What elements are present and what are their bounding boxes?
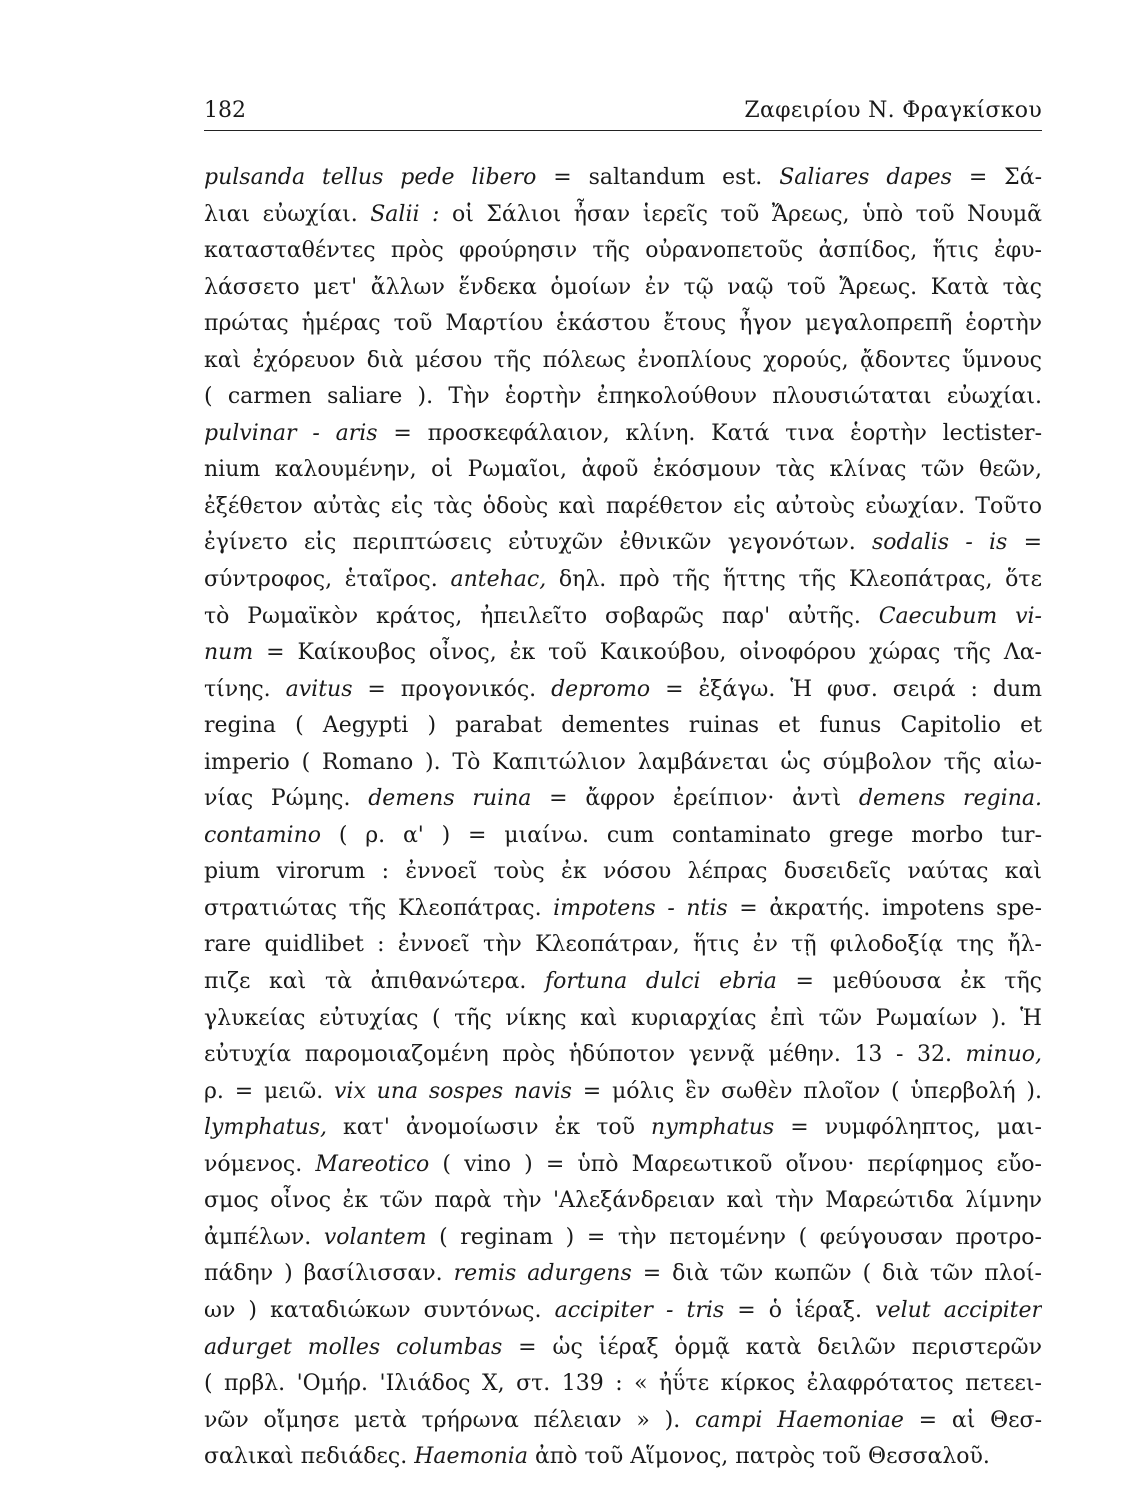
text-segment: ( ρ. α' ) = μιαίνω. cum contaminato grege morbo tur- [321,822,1042,848]
text-line [204,416,1042,453]
text-segment: ( carmen saliare ). Τὴν ἑορτὴν ἐπηκολούθουν πλουσιώταται εὐωχίαι. [204,384,1042,410]
text-segment: = προσκεφάλαιον, κλίνη. Κατά τινα ἑορτὴν lectister- [377,420,1042,446]
text-segment: πάδην ) βασίλισσαν. [204,1261,454,1287]
latin-term: pulsanda tellus pede libero [204,165,537,190]
text-segment: λιαι εὐωχίαι. [204,201,371,227]
text-segment: pium virorum : ἐννοεῖ τοὺς ἐκ νόσου λέπρας δυσειδεῖς ναύτας καὶ [204,859,1042,885]
text-segment: γλυκείας εὐτυχίας ( τῆς νίκης καὶ κυριαρχίας ἐπὶ τῶν Ρωμαίων ). Ἡ [204,1005,1042,1031]
text-segment: σμος οἶνος ἐκ τῶν παρὰ τὴν 'Αλεξάνδρειαν καὶ τὴν Μαρεώτιδα λίμνην [204,1188,1042,1214]
text-line [204,1403,1042,1440]
text-segment: = ἄφρον ἐρείπιον· ἀντὶ [531,786,859,812]
text-segment: = προγονικός. [352,676,552,702]
text-line [204,1256,1042,1293]
text-line [204,672,1042,709]
text-segment: καὶ ἐχόρευον διὰ μέσου τῆς πόλεως ἐνοπλίους χορούς, ᾄδοντες ὕμνους [204,347,1042,373]
latin-term: accipiter - tris [554,1297,725,1323]
latin-term: fortuna dulci ebria [544,969,777,995]
text-line [204,489,1042,526]
latin-term: num [204,640,254,666]
text-line [204,270,1042,307]
text-segment: οἱ Σάλιοι ἦσαν ἱερεῖς τοῦ Ἄρεως, ὑπὸ τοῦ Νουμᾶ [439,201,1042,227]
text-line [204,1110,1042,1147]
page-number: 182 [204,98,246,123]
text-line [204,1330,1042,1367]
text-segment: regina ( Aegypti ) parabat dementes ruinas et funus Capitolio et [204,713,1042,739]
latin-term: antehac, [450,567,547,593]
latin-term: contamino [204,822,322,848]
text-line [204,927,1042,964]
text-segment: = μόλις ἓν σωθὲν πλοῖον ( ὑπερβολή ). [571,1078,1042,1104]
text-segment: ( πρβλ. 'Ομήρ. 'Ιλιάδος Χ, στ. 139 : « ἠΰτε κίρκος ἐλαφρότατος πετεει- [204,1371,1042,1397]
latin-term: Saliares dapes [779,165,952,190]
text-line [204,233,1042,270]
latin-term: volantem [323,1224,427,1250]
text-segment: κατ' ἀνομοίωσιν ἐκ τοῦ [327,1115,652,1141]
text-line [204,1293,1042,1330]
text-segment: νῶν οἴμησε μετὰ τρήρωνα πέλειαν » ). [204,1407,695,1433]
text-line [204,708,1042,745]
text-segment: = νυμφόληπτος, μαι- [774,1115,1042,1141]
text-segment: ( vino ) = ὑπὸ Μαρεωτικοῦ οἴνου· περίφημος εὔο- [429,1151,1042,1177]
text-line [204,745,1042,782]
text-line [204,343,1042,380]
latin-term: demens regina. [858,786,1042,812]
running-title: Ζαφειρίου Ν. Φραγκίσκου [744,98,1042,123]
latin-term: pulvinar - aris [204,420,378,446]
latin-term: campi Haemoniae [694,1407,904,1433]
text-segment: ἐξέθετον αὐτὰς εἰς τὰς ὁδοὺς καὶ παρέθετον εἰς αὐτοὺς εὐωχίαν. Τοῦτο [204,493,1042,519]
text-line [204,452,1042,489]
text-line [204,964,1042,1001]
latin-term: impotens - ntis [553,895,728,921]
text-line [204,599,1042,636]
latin-term: Salii : [370,201,440,227]
text-segment: σύντροφος, ἑταῖρος. [204,567,451,593]
latin-term: nymphatus [651,1115,775,1141]
text-line [204,562,1042,599]
text-line [204,306,1042,343]
latin-term: sodalis - is [872,530,1008,556]
text-segment: ἐγίνετο εἰς περιπτώσεις εὐτυχῶν ἐθνικῶν γεγονότων. [204,530,872,556]
latin-term: depromo [551,676,651,702]
text-line [204,635,1042,672]
text-segment: = μεθύουσα ἐκ τῆς [776,969,1042,995]
text-segment: = ἐξάγω. Ἡ φυσ. σειρά : dum [650,676,1042,702]
text-line [204,1037,1042,1074]
body-text [204,160,1042,1476]
text-segment: = αἱ Θεσ- [903,1407,1042,1433]
latin-term: remis adurgens [453,1261,632,1287]
text-line [204,781,1042,818]
text-segment: πιζε καὶ τὰ ἀπιθανώτερα. [204,969,545,995]
text-segment: ἀπὸ τοῦ Αἵμονος, πατρὸς τοῦ Θεσσαλοῦ. [527,1444,990,1470]
text-line [204,160,1042,197]
page-header [204,96,1042,131]
text-segment: πρώτας ἡμέρας τοῦ Μαρτίου ἑκάστου ἔτους ἦγον μεγαλοπρεπῆ ἑορτὴν [204,311,1042,337]
text-segment: στρατιώτας τῆς Κλεοπάτρας. [204,895,554,921]
text-segment: nium καλουμένην, οἱ Ρωμαῖοι, ἀφοῦ ἐκόσμουν τὰς κλίνας τῶν θεῶν, [204,457,1042,483]
text-line [204,197,1042,234]
text-segment: σαλικαὶ πεδιάδες. [204,1444,415,1470]
latin-term: vix una sospes navis [333,1078,572,1104]
text-segment: = ἀκρατής. impotens spe- [727,895,1042,921]
latin-term: Haemonia [414,1444,528,1470]
text-segment: = ὁ ἱέραξ. [724,1297,876,1323]
text-segment: τὸ Ρωμαϊκὸν κράτος, ἠπειλεῖτο σοβαρῶς παρ' αὐτῆς. [204,603,879,629]
text-line [204,1001,1042,1038]
text-segment: νόμενος. [204,1151,316,1177]
text-segment: ρ. = μειῶ. [204,1078,334,1104]
text-segment: = διὰ τῶν κωπῶν ( διὰ τῶν πλοί- [631,1261,1042,1287]
text-line [204,854,1042,891]
text-segment: = [1007,530,1042,556]
latin-term: lymphatus, [204,1115,327,1141]
text-line [204,891,1042,928]
text-segment: λάσσετο μετ' ἄλλων ἕνδεκα ὁμοίων ἐν τῷ ναῷ τοῦ Ἄρεως. Κατὰ τὰς [204,274,1042,300]
text-line [204,1366,1042,1403]
text-line [204,1220,1042,1257]
text-segment: = saltandum est. [536,165,780,190]
text-segment: ἀμπέλων. [204,1224,324,1250]
text-line [204,1147,1042,1184]
text-segment: = ὡς ἱέραξ ὁρμᾷ κατὰ δειλῶν περιστερῶν [502,1334,1042,1360]
latin-term: minuo, [965,1042,1042,1068]
text-line [204,525,1042,562]
text-line [204,379,1042,416]
text-line [204,1439,1042,1476]
latin-term: avitus [285,676,353,702]
latin-term: adurget molles columbas [204,1334,503,1360]
text-segment: εὐτυχία παρομοιαζομένη πρὸς ἡδύποτον γεννᾷ μέθην. 13 - 32. [204,1042,966,1068]
text-segment: τίνης. [204,676,286,702]
text-segment: imperio ( Romano ). Τὸ Καπιτώλιον λαμβάνεται ὡς σύμβολον τῆς αἰω- [204,749,1042,775]
latin-term: Caecubum vi- [878,603,1042,629]
latin-term: Mareotico [315,1151,430,1177]
text-segment: ( reginam ) = τὴν πετομένην ( φεύγουσαν προτρο- [426,1224,1042,1250]
text-line [204,1074,1042,1111]
text-line [204,818,1042,855]
latin-term: velut accipiter [875,1297,1042,1323]
text-segment: = Καίκουβος οἶνος, ἐκ τοῦ Καικούβου, οἰνοφόρου χώρας τῆς Λα- [253,640,1042,666]
text-line [204,1183,1042,1220]
text-segment: νίας Ρώμης. [204,786,369,812]
latin-term: demens ruina [368,786,532,812]
text-segment: κατασταθέντες πρὸς φρούρησιν τῆς οὐρανοπετοῦς ἀσπίδος, ἥτις ἐφυ- [204,238,1042,264]
text-segment: δηλ. πρὸ τῆς ἥττης τῆς Κλεοπάτρας, ὅτε [546,567,1042,593]
text-segment: ων ) καταδιώκων συντόνως. [204,1297,555,1323]
text-segment: rare quidlibet : ἐννοεῖ τὴν Κλεοπάτραν, ἥτις ἐν τῇ φιλοδοξίᾳ της ἤλ- [204,932,1042,958]
text-segment: = Σά- [951,165,1042,190]
